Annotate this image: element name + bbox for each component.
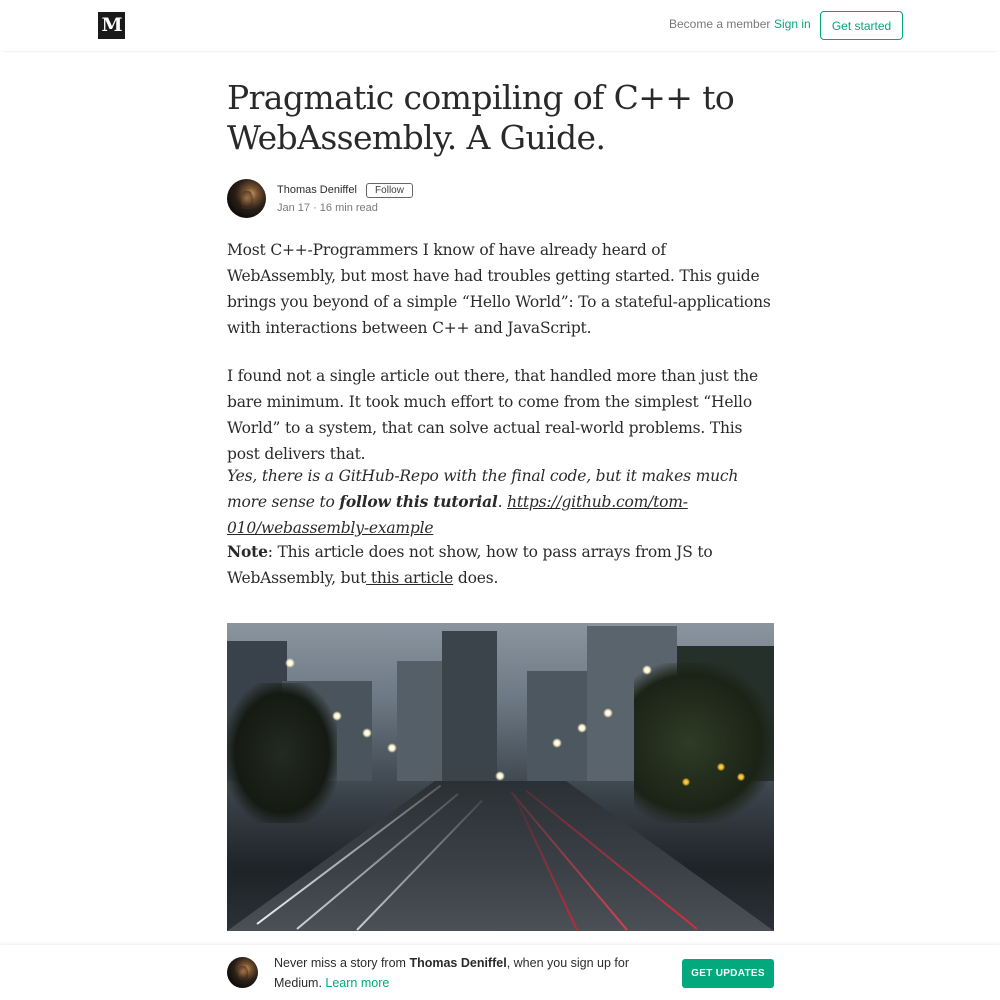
this-article-link[interactable]: this article bbox=[366, 569, 454, 587]
logo-letter: M bbox=[101, 14, 122, 36]
yellow-lamp bbox=[737, 773, 745, 781]
author-name-link[interactable]: Thomas Deniffel bbox=[277, 184, 357, 196]
become-member-link[interactable]: Become a member bbox=[669, 17, 771, 31]
bottom-signup-bar bbox=[0, 945, 1000, 1000]
follow-tutorial-text: follow this tutorial bbox=[339, 492, 498, 511]
signup-text-after: , when you sign up for Medium. bbox=[274, 956, 629, 990]
author-avatar[interactable] bbox=[227, 957, 258, 988]
trees-left bbox=[227, 683, 337, 823]
note-label: Note bbox=[227, 542, 268, 561]
author-avatar[interactable] bbox=[227, 179, 266, 218]
article-title: Pragmatic compiling of C++ to WebAssembly. A Guide. bbox=[227, 78, 735, 157]
building-shape bbox=[397, 661, 442, 781]
note-end-text: does. bbox=[453, 569, 499, 587]
hero-image bbox=[227, 623, 774, 931]
repo-intro-text: Yes, there is a GitHub-Repo with the final code, but it makes much more sense to bbox=[227, 467, 739, 511]
article-meta: Jan 17 · 16 min read bbox=[277, 202, 378, 214]
article-paragraph-3 bbox=[227, 463, 774, 541]
yellow-lamp bbox=[717, 763, 725, 771]
medium-logo-icon[interactable] bbox=[98, 12, 125, 39]
street-lamp bbox=[495, 771, 505, 781]
street-lamp bbox=[603, 708, 613, 718]
signup-author-name: Thomas Deniffel bbox=[409, 956, 507, 970]
follow-button[interactable]: Follow bbox=[366, 183, 413, 198]
sign-in-link[interactable]: Sign in bbox=[774, 17, 811, 31]
note-text: : This article does not show, how to pass arrays from JS to WebAssembly, but bbox=[227, 543, 713, 587]
building-shape bbox=[442, 631, 497, 781]
street-lamp bbox=[285, 658, 295, 668]
trees-right bbox=[634, 663, 774, 823]
street-lamp bbox=[387, 743, 397, 753]
signup-text-before: Never miss a story from bbox=[274, 956, 410, 970]
street-lamp bbox=[332, 711, 342, 721]
top-navigation-bar bbox=[0, 0, 1000, 51]
learn-more-link[interactable]: Learn more bbox=[325, 976, 390, 990]
street-lamp bbox=[552, 738, 562, 748]
article-paragraph-2: I found not a single article out there, that handled more than just the bare minimum. It took much effort to come from the simplest “Hello World” to a system, that can solve actual real-world problems. This post delivers that. bbox=[227, 367, 759, 463]
street-lamp bbox=[577, 723, 587, 733]
street-lamp bbox=[362, 728, 372, 738]
article-paragraph-1: Most C++-Programmers I know of have already heard of WebAssembly, but most have had troubles getting started. This guide brings you beyond of a simple “Hello World”: To a stateful-applications with interactions between C++ and JavaScript. bbox=[227, 241, 771, 337]
github-repo-link[interactable]: https://github.com/tom-010/webassembly-example bbox=[227, 493, 688, 537]
article-paragraph-4 bbox=[227, 539, 774, 591]
street-lamp bbox=[642, 665, 652, 675]
get-started-button[interactable]: Get started bbox=[820, 11, 903, 40]
yellow-lamp bbox=[682, 778, 690, 786]
signup-prompt bbox=[274, 953, 654, 993]
repo-separator: . bbox=[497, 493, 508, 511]
get-updates-button[interactable]: GET UPDATES bbox=[682, 959, 774, 988]
